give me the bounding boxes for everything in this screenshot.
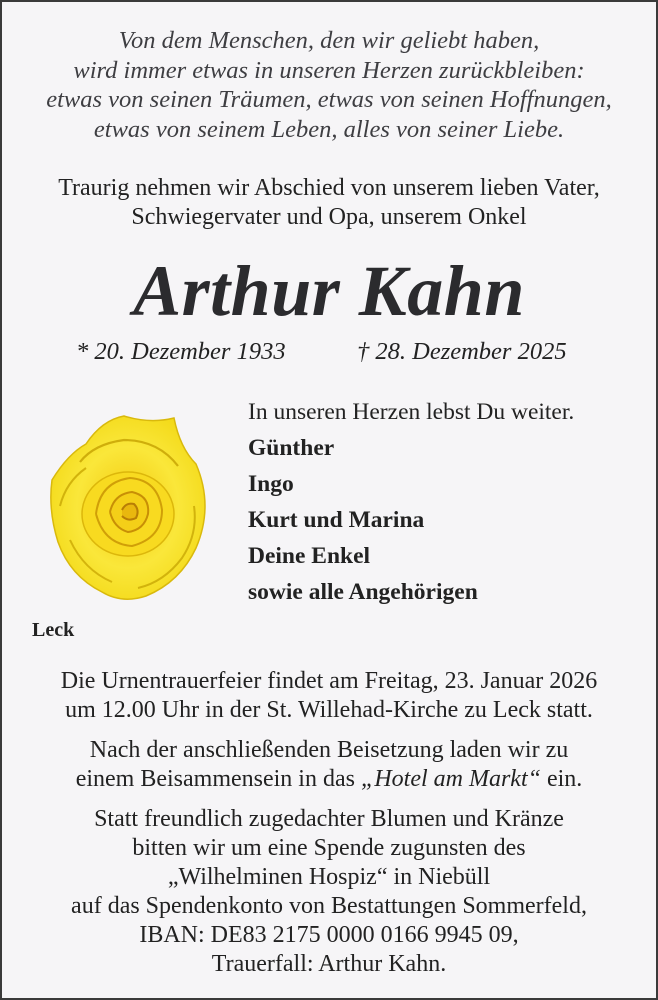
ceremony-line: Die Urnentrauerfeier findet am Freitag, 23. Januar 2026 bbox=[60, 668, 598, 694]
mourner-name: Kurt und Marina bbox=[248, 507, 425, 533]
yellow-rose-image bbox=[46, 410, 212, 606]
mourner-name: Günther bbox=[248, 435, 335, 461]
gathering-text: einem Beisammensein in das bbox=[75, 766, 361, 792]
place-name: Leck bbox=[32, 619, 75, 641]
donation-line: bitten wir um eine Spende zugunsten des bbox=[132, 835, 526, 861]
intro-line: Schwiegervater und Opa, unserem Onkel bbox=[131, 204, 527, 230]
venue-name: „Hotel am Markt“ bbox=[360, 766, 541, 792]
donation-line: auf das Spendenkonto von Bestattungen Sommerfeld, bbox=[71, 893, 587, 919]
ceremony-line: um 12.00 Uhr in der St. Willehad-Kirche zu Leck statt. bbox=[65, 697, 593, 723]
poem-line: etwas von seinem Leben, alles von seiner Liebe. bbox=[93, 115, 565, 143]
donation-line: Trauerfall: Arthur Kahn. bbox=[211, 951, 447, 977]
intro-line: Traurig nehmen wir Abschied von unserem lieben Vater, bbox=[58, 175, 600, 201]
poem-line: etwas von seinen Träumen, etwas von seinen Hoffnungen, bbox=[46, 86, 612, 113]
birth-date: * 20. Dezember 1933 bbox=[76, 338, 286, 365]
intro-text bbox=[2, 174, 656, 232]
mourner-name: Ingo bbox=[248, 471, 294, 497]
mourner-name: sowie alle Angehörigen bbox=[248, 579, 478, 605]
gathering-line bbox=[2, 765, 656, 794]
donation-line: „Wilhelminen Hospiz“ in Niebüll bbox=[167, 864, 491, 890]
gathering-notice bbox=[2, 736, 656, 794]
donation-line: Statt freundlich zugedachter Blumen und Kränze bbox=[94, 806, 564, 832]
mourner-name: Deine Enkel bbox=[248, 543, 371, 569]
gathering-line: Nach der anschließenden Beisetzung laden wir zu bbox=[89, 737, 569, 763]
poem bbox=[2, 26, 656, 144]
motto: In unseren Herzen lebst Du weiter. bbox=[248, 399, 575, 425]
gathering-text: ein. bbox=[540, 766, 583, 792]
deceased-name: Arthur Kahn bbox=[133, 251, 525, 331]
death-date: † 28. Dezember 2025 bbox=[357, 338, 567, 365]
donation-notice bbox=[2, 805, 656, 979]
poem-line: Von dem Menschen, den wir geliebt haben, bbox=[118, 27, 540, 54]
iban-line: IBAN: DE83 2175 0000 0166 9945 09, bbox=[139, 922, 519, 948]
poem-line: wird immer etwas in unseren Herzen zurückbleiben: bbox=[73, 56, 585, 84]
ceremony-notice bbox=[2, 667, 656, 725]
